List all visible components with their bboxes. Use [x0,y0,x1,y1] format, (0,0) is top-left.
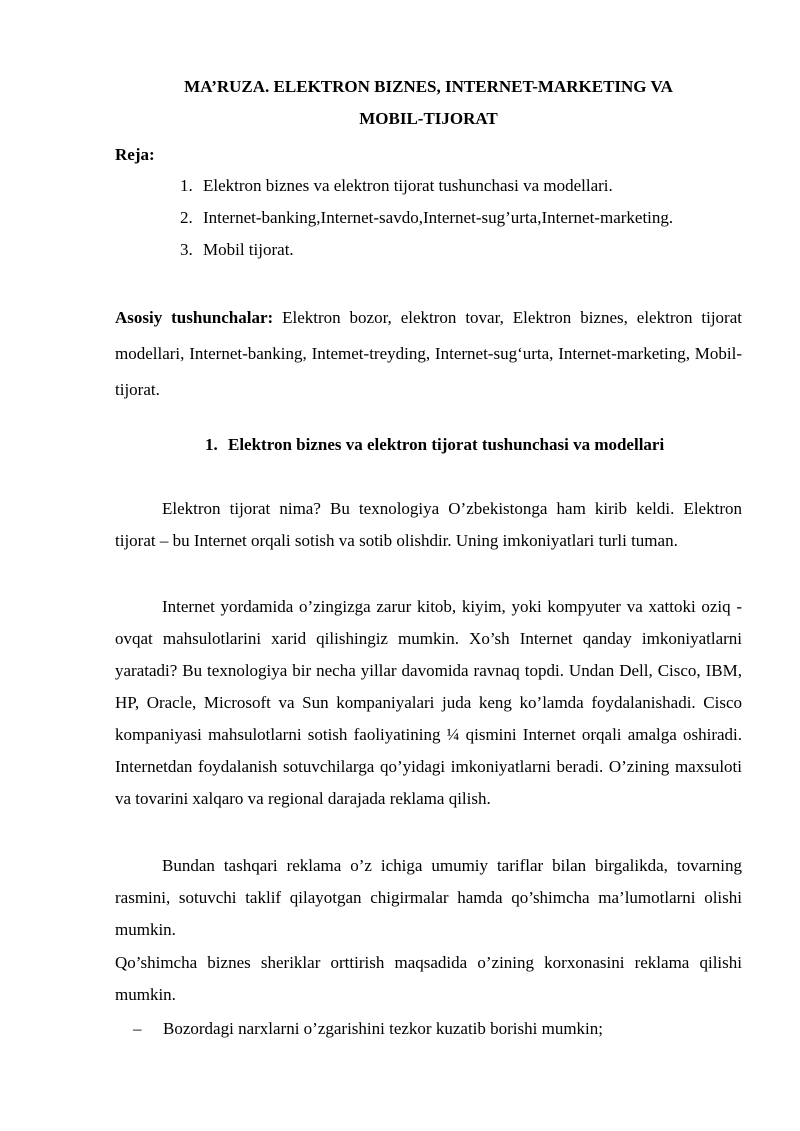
section-heading [205,432,664,458]
plan-list [180,170,673,266]
paragraph-2: Internet yordamida o’zingizga zarur kitob, kiyim, yoki kompyuter va xattoki oziq - ovqat mahsulotlarini xarid qilishingiz mumkin. Xo’sh Internet qanday imkoniyatlarni yaratadi? Bu texnologiya bir necha yillar davomida ravnaq topdi. Undan Dell, Cisco, IBM, HP, Oracle, Microsoft va Sun kompaniyalari juda keng ko’lamda foydalanishadi. Cisco kompaniyasi mahsulotlarni sotish faoliyatining ¼ qismini Internet orqali amalga oshiradi. Internetdan foydalanish sotuvchilarga qo’yidagi imkoniyatlarni beradi. O’zining maxsuloti va tovarini xalqaro va regional darajada reklama qilish. [115,597,742,808]
plan-item-number: 1. [180,176,193,195]
plan-item-text: Mobil tijorat. [203,240,294,259]
bullet-text: Bozordagi narxlarni o’zgarishini tezkor kuzatib borishi mumkin; [163,1019,603,1038]
section-number: 1. [205,435,218,454]
plan-label: Reja: [115,145,155,164]
paragraph-4: Qo’shimcha biznes sheriklar orttirish maqsadida o’zining korxonasini reklama qilishi mumkin. [115,953,742,1004]
plan-item-text: Internet-banking,Internet-savdo,Internet-sug’urta,Internet-marketing. [203,208,674,227]
plan-item-number: 2. [180,208,193,227]
plan-item [180,234,673,266]
document-title-line2: MOBIL-TIJORAT [359,109,498,128]
document-title-line1: MA’RUZA. ELEKTRON BIZNES, INTERNET-MARKETING VA [184,77,673,96]
paragraph-1: Elektron tijorat nima? Bu texnologiya O’zbekistonga ham kirib keldi. Elektron tijorat – bu Internet orqali sotish va sotib olishdir. Uning imkoniyatlari turli tuman. [115,499,742,550]
basic-concepts-text: Elektron bozor, elektron tovar, Elektron biznes, elektron tijorat modellari, Internet-banking, Intemet-treyding, Internet-sug‘urta, Internet-marketing, Mobil-tijorat. [115,308,742,399]
bullet-dash: – [133,1019,142,1038]
section-heading-text: Elektron biznes va elektron tijorat tushunchasi va modellari [228,435,665,454]
plan-item-number: 3. [180,240,193,259]
bullet-item [133,1013,603,1045]
basic-concepts-label: Asosiy tushunchalar: [115,308,274,327]
plan-item [180,202,673,234]
paragraph-3: Bundan tashqari reklama o’z ichiga umumiy tariflar bilan birgalikda, tovarning rasmini, sotuvchi taklif qilayotgan chigirmalar hamda qo’shimcha ma’lumotlarni olishi mumkin. [115,856,742,939]
plan-item-text: Elektron biznes va elektron tijorat tushunchasi va modellari. [203,176,613,195]
plan-item [180,170,673,202]
basic-concepts-paragraph [115,300,742,408]
